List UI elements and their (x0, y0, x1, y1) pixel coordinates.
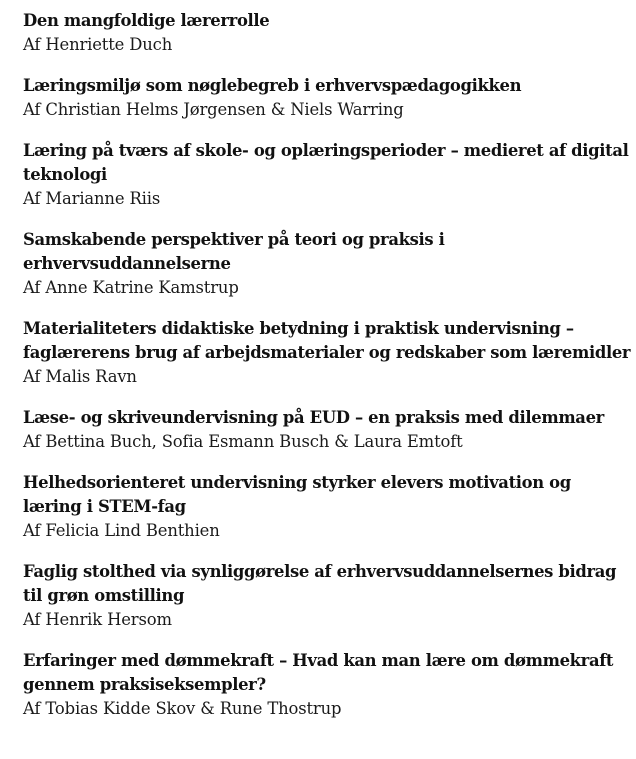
list-item[interactable] (23, 317, 631, 389)
list-item[interactable] (23, 560, 631, 632)
list-item[interactable] (23, 471, 631, 543)
article-author: Af Anne Katrine Kamstrup (23, 278, 239, 297)
list-item[interactable] (23, 228, 631, 300)
article-author: Af Christian Helms Jørgensen & Niels Warring (23, 100, 404, 119)
article-title[interactable]: Faglig stolthed via synliggørelse af erhvervsuddannelsernes bidrag til grøn omstilling (23, 562, 617, 605)
article-author: Af Felicia Lind Benthien (23, 521, 220, 540)
list-item[interactable] (23, 649, 631, 721)
article-author: Af Marianne Riis (23, 189, 161, 208)
list-item[interactable] (23, 139, 631, 211)
article-title[interactable]: Helhedsorienteret undervisning styrker elevers motivation og læring i STEM-fag (23, 473, 571, 516)
article-author: Af Malis Ravn (23, 367, 137, 386)
article-author: Af Henriette Duch (23, 35, 173, 54)
article-author: Af Bettina Buch, Sofia Esmann Busch & Laura Emtoft (23, 432, 463, 451)
article-title[interactable]: Læse- og skriveundervisning på EUD – en praksis med dilemmaer (23, 408, 604, 427)
article-title[interactable]: Erfaringer med dømmekraft – Hvad kan man lære om dømmekraft gennem praksiseksempler? (23, 651, 614, 694)
article-title[interactable]: Materialiteters didaktiske betydning i praktisk undervisning – faglærerens brug af arbejdsmaterialer og redskaber som læremidler (23, 319, 631, 362)
article-author: Af Henrik Hersom (23, 610, 172, 629)
list-item[interactable] (23, 74, 631, 122)
article-title[interactable]: Læring på tværs af skole- og oplæringsperioder – medieret af digital teknologi (23, 141, 629, 184)
article-title[interactable]: Den mangfoldige lærerrolle (23, 11, 270, 30)
article-title[interactable]: Læringsmiljø som nøglebegreb i erhvervspædagogikken (23, 76, 522, 95)
list-item[interactable] (23, 9, 631, 57)
article-title[interactable]: Samskabende perspektiver på teori og praksis i erhvervsuddannelserne (23, 230, 445, 273)
list-item[interactable] (23, 406, 631, 454)
article-author: Af Tobias Kidde Skov & Rune Thostrup (23, 699, 342, 718)
